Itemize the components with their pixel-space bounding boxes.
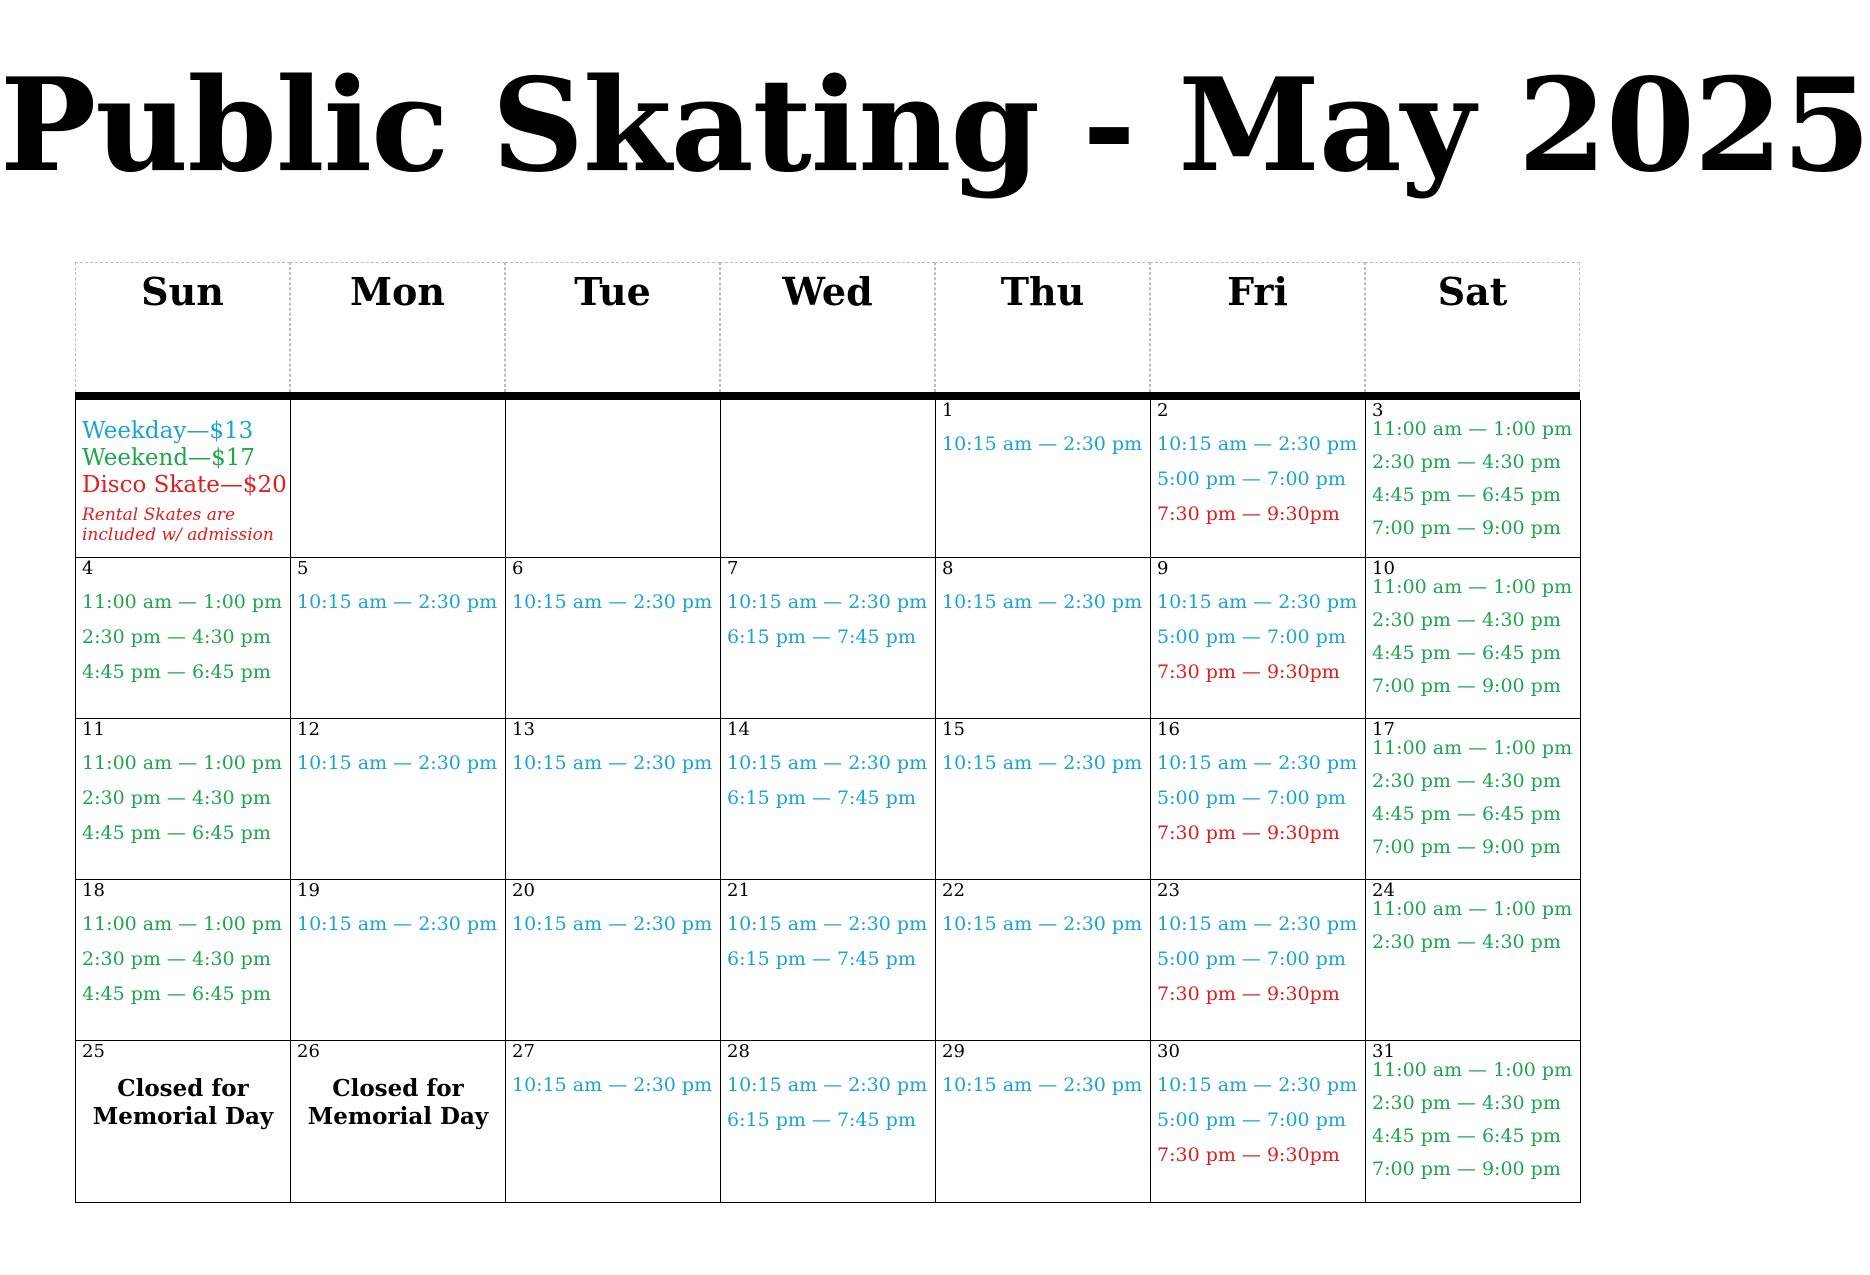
session-time-weekday: 6:15 pm — 7:45 pm bbox=[727, 626, 916, 648]
session-list bbox=[1157, 585, 1363, 690]
price-legend-cell bbox=[76, 400, 291, 558]
weekday-header-tue: Tue bbox=[505, 262, 720, 392]
session-time-disco: 7:30 pm — 9:30pm bbox=[1157, 503, 1340, 525]
session-time-weekday: 5:00 pm — 7:00 pm bbox=[1157, 948, 1346, 970]
weekday-header-wed: Wed bbox=[720, 262, 935, 392]
day-number: 19 bbox=[297, 880, 320, 901]
day-cell-20 bbox=[506, 880, 721, 1041]
session-time-weekend: 2:30 pm — 4:30 pm bbox=[1372, 451, 1561, 473]
day-number: 24 bbox=[1372, 880, 1395, 901]
day-cell-30 bbox=[1151, 1041, 1366, 1203]
day-number: 22 bbox=[942, 880, 965, 901]
day-cell-10 bbox=[1366, 558, 1581, 719]
session-list bbox=[512, 746, 718, 781]
page-title: Public Skating - May 2025 bbox=[0, 51, 1870, 201]
day-cell-13 bbox=[506, 719, 721, 880]
price-weekday: Weekday—$13 bbox=[82, 418, 254, 444]
session-list bbox=[942, 1068, 1148, 1103]
day-number: 23 bbox=[1157, 880, 1180, 901]
session-time-weekend: 2:30 pm — 4:30 pm bbox=[1372, 1092, 1561, 1114]
weekday-header-mon: Mon bbox=[290, 262, 505, 392]
day-cell-8 bbox=[936, 558, 1151, 719]
day-cell-14 bbox=[721, 719, 936, 880]
day-cell-23 bbox=[1151, 880, 1366, 1041]
session-list bbox=[82, 746, 288, 851]
session-time-weekday: 10:15 am — 2:30 pm bbox=[1157, 591, 1358, 613]
session-list bbox=[1157, 907, 1363, 1012]
day-number: 16 bbox=[1157, 719, 1180, 740]
day-number: 7 bbox=[727, 558, 739, 579]
session-time-weekend: 4:45 pm — 6:45 pm bbox=[1372, 642, 1561, 664]
session-time-disco: 7:30 pm — 9:30pm bbox=[1157, 822, 1340, 844]
day-cell-31 bbox=[1366, 1041, 1581, 1203]
session-list bbox=[1372, 413, 1578, 545]
session-list bbox=[727, 585, 933, 655]
session-time-weekday: 5:00 pm — 7:00 pm bbox=[1157, 468, 1346, 490]
session-list bbox=[297, 907, 503, 942]
day-cell-9 bbox=[1151, 558, 1366, 719]
session-time-weekend: 2:30 pm — 4:30 pm bbox=[1372, 931, 1561, 953]
rental-note-line-2: included w/ admission bbox=[82, 525, 274, 545]
day-number: 8 bbox=[942, 558, 954, 579]
session-list bbox=[942, 907, 1148, 942]
empty-day-cell bbox=[291, 400, 506, 558]
session-time-weekday: 10:15 am — 2:30 pm bbox=[512, 913, 713, 935]
session-time-weekend: 4:45 pm — 6:45 pm bbox=[1372, 1125, 1561, 1147]
day-number: 10 bbox=[1372, 558, 1395, 579]
day-number: 18 bbox=[82, 880, 105, 901]
session-list bbox=[942, 746, 1148, 781]
day-cell-27 bbox=[506, 1041, 721, 1203]
session-time-weekday: 10:15 am — 2:30 pm bbox=[297, 913, 498, 935]
calendar-grid bbox=[75, 400, 1580, 1203]
session-list bbox=[82, 907, 288, 1012]
day-cell-12 bbox=[291, 719, 506, 880]
day-number: 27 bbox=[512, 1041, 535, 1062]
weekday-header-fri: Fri bbox=[1150, 262, 1365, 392]
session-time-weekday: 10:15 am — 2:30 pm bbox=[942, 913, 1143, 935]
day-number: 28 bbox=[727, 1041, 750, 1062]
day-number: 31 bbox=[1372, 1041, 1395, 1062]
day-cell-17 bbox=[1366, 719, 1581, 880]
session-time-weekend: 4:45 pm — 6:45 pm bbox=[82, 983, 271, 1005]
session-time-disco: 7:30 pm — 9:30pm bbox=[1157, 661, 1340, 683]
calendar bbox=[75, 262, 1580, 1203]
session-time-weekday: 10:15 am — 2:30 pm bbox=[727, 1074, 928, 1096]
session-list bbox=[1372, 571, 1578, 703]
session-list bbox=[1372, 1054, 1578, 1186]
day-cell-24 bbox=[1366, 880, 1581, 1041]
session-time-weekday: 10:15 am — 2:30 pm bbox=[942, 591, 1143, 613]
session-time-weekday: 10:15 am — 2:30 pm bbox=[297, 591, 498, 613]
session-time-disco: 7:30 pm — 9:30pm bbox=[1157, 983, 1340, 1005]
session-time-weekend: 11:00 am — 1:00 pm bbox=[1372, 1059, 1573, 1081]
header-divider bbox=[75, 392, 1580, 400]
day-number: 2 bbox=[1157, 400, 1169, 421]
session-time-weekday: 5:00 pm — 7:00 pm bbox=[1157, 1109, 1346, 1131]
day-cell-15 bbox=[936, 719, 1151, 880]
session-list bbox=[1372, 732, 1578, 864]
price-weekend: Weekend—$17 bbox=[82, 445, 255, 471]
session-time-weekend: 2:30 pm — 4:30 pm bbox=[82, 626, 271, 648]
session-time-weekday: 10:15 am — 2:30 pm bbox=[727, 913, 928, 935]
session-time-weekday: 6:15 pm — 7:45 pm bbox=[727, 787, 916, 809]
day-cell-6 bbox=[506, 558, 721, 719]
empty-day-cell bbox=[506, 400, 721, 558]
session-time-weekday: 10:15 am — 2:30 pm bbox=[512, 591, 713, 613]
day-number: 9 bbox=[1157, 558, 1169, 579]
session-list bbox=[512, 1068, 718, 1103]
session-time-weekend: 11:00 am — 1:00 pm bbox=[1372, 898, 1573, 920]
session-list bbox=[297, 746, 503, 781]
day-cell-19 bbox=[291, 880, 506, 1041]
session-time-weekend: 7:00 pm — 9:00 pm bbox=[1372, 1158, 1561, 1180]
weekday-header-sun: Sun bbox=[75, 262, 290, 392]
session-list bbox=[727, 746, 933, 816]
day-cell-5 bbox=[291, 558, 506, 719]
weekday-header-sat: Sat bbox=[1365, 262, 1580, 392]
session-time-weekend: 11:00 am — 1:00 pm bbox=[82, 591, 283, 613]
session-time-weekend: 7:00 pm — 9:00 pm bbox=[1372, 836, 1561, 858]
day-number: 14 bbox=[727, 719, 750, 740]
closed-notice bbox=[76, 1075, 290, 1131]
price-legend bbox=[82, 418, 287, 545]
day-cell-25 bbox=[76, 1041, 291, 1203]
session-time-weekend: 4:45 pm — 6:45 pm bbox=[1372, 484, 1561, 506]
day-cell-26 bbox=[291, 1041, 506, 1203]
day-number: 6 bbox=[512, 558, 524, 579]
session-time-weekday: 5:00 pm — 7:00 pm bbox=[1157, 626, 1346, 648]
day-number: 15 bbox=[942, 719, 965, 740]
session-list bbox=[512, 585, 718, 620]
session-time-disco: 7:30 pm — 9:30pm bbox=[1157, 1144, 1340, 1166]
session-time-weekend: 11:00 am — 1:00 pm bbox=[1372, 737, 1573, 759]
session-time-weekend: 4:45 pm — 6:45 pm bbox=[82, 822, 271, 844]
day-cell-11 bbox=[76, 719, 291, 880]
day-number: 17 bbox=[1372, 719, 1395, 740]
day-number: 5 bbox=[297, 558, 309, 579]
session-time-weekend: 4:45 pm — 6:45 pm bbox=[82, 661, 271, 683]
session-list bbox=[727, 1068, 933, 1138]
session-time-weekday: 10:15 am — 2:30 pm bbox=[942, 433, 1143, 455]
day-number: 13 bbox=[512, 719, 535, 740]
day-number: 26 bbox=[297, 1041, 320, 1062]
session-list bbox=[1157, 746, 1363, 851]
session-list bbox=[942, 585, 1148, 620]
session-time-weekend: 2:30 pm — 4:30 pm bbox=[82, 787, 271, 809]
day-number: 30 bbox=[1157, 1041, 1180, 1062]
session-time-weekend: 11:00 am — 1:00 pm bbox=[1372, 418, 1573, 440]
day-number: 4 bbox=[82, 558, 94, 579]
price-disco: Disco Skate—$20 bbox=[82, 472, 287, 498]
day-cell-18 bbox=[76, 880, 291, 1041]
session-time-weekday: 10:15 am — 2:30 pm bbox=[942, 1074, 1143, 1096]
weekday-header-thu: Thu bbox=[935, 262, 1150, 392]
weekday-header-row bbox=[75, 262, 1580, 392]
day-number: 25 bbox=[82, 1041, 105, 1062]
session-list bbox=[1157, 427, 1363, 532]
closed-notice-line: Memorial Day bbox=[92, 1103, 274, 1130]
session-time-weekday: 10:15 am — 2:30 pm bbox=[297, 752, 498, 774]
day-cell-3 bbox=[1366, 400, 1581, 558]
session-time-weekend: 11:00 am — 1:00 pm bbox=[82, 913, 283, 935]
session-list bbox=[512, 907, 718, 942]
session-time-weekday: 5:00 pm — 7:00 pm bbox=[1157, 787, 1346, 809]
empty-day-cell bbox=[721, 400, 936, 558]
day-cell-28 bbox=[721, 1041, 936, 1203]
session-list bbox=[1372, 893, 1578, 959]
closed-notice-line: Closed for bbox=[332, 1075, 464, 1102]
day-cell-2 bbox=[1151, 400, 1366, 558]
session-time-weekday: 6:15 pm — 7:45 pm bbox=[727, 1109, 916, 1131]
session-time-weekend: 11:00 am — 1:00 pm bbox=[82, 752, 283, 774]
closed-notice bbox=[291, 1075, 505, 1131]
session-time-weekday: 10:15 am — 2:30 pm bbox=[942, 752, 1143, 774]
session-time-weekday: 10:15 am — 2:30 pm bbox=[1157, 1074, 1358, 1096]
session-time-weekend: 2:30 pm — 4:30 pm bbox=[1372, 609, 1561, 631]
day-number: 29 bbox=[942, 1041, 965, 1062]
session-list bbox=[82, 585, 288, 690]
closed-notice-line: Memorial Day bbox=[307, 1103, 489, 1130]
session-time-weekday: 10:15 am — 2:30 pm bbox=[727, 591, 928, 613]
session-list bbox=[727, 907, 933, 977]
day-cell-29 bbox=[936, 1041, 1151, 1203]
day-number: 1 bbox=[942, 400, 954, 421]
day-cell-1 bbox=[936, 400, 1151, 558]
session-time-weekday: 10:15 am — 2:30 pm bbox=[1157, 752, 1358, 774]
session-time-weekday: 10:15 am — 2:30 pm bbox=[512, 752, 713, 774]
session-time-weekend: 2:30 pm — 4:30 pm bbox=[82, 948, 271, 970]
day-cell-22 bbox=[936, 880, 1151, 1041]
day-number: 12 bbox=[297, 719, 320, 740]
day-number: 3 bbox=[1372, 400, 1384, 421]
session-time-weekday: 10:15 am — 2:30 pm bbox=[1157, 913, 1358, 935]
session-time-weekend: 2:30 pm — 4:30 pm bbox=[1372, 770, 1561, 792]
session-time-weekday: 10:15 am — 2:30 pm bbox=[727, 752, 928, 774]
session-time-weekend: 4:45 pm — 6:45 pm bbox=[1372, 803, 1561, 825]
session-time-weekend: 11:00 am — 1:00 pm bbox=[1372, 576, 1573, 598]
day-cell-21 bbox=[721, 880, 936, 1041]
session-time-weekday: 6:15 pm — 7:45 pm bbox=[727, 948, 916, 970]
day-cell-7 bbox=[721, 558, 936, 719]
rental-note-line-1: Rental Skates are bbox=[82, 505, 236, 525]
closed-notice-line: Closed for bbox=[117, 1075, 249, 1102]
session-list bbox=[297, 585, 503, 620]
session-time-weekend: 7:00 pm — 9:00 pm bbox=[1372, 517, 1561, 539]
session-time-weekday: 10:15 am — 2:30 pm bbox=[1157, 433, 1358, 455]
day-cell-4 bbox=[76, 558, 291, 719]
day-number: 21 bbox=[727, 880, 750, 901]
day-cell-16 bbox=[1151, 719, 1366, 880]
rental-note bbox=[82, 505, 287, 545]
session-time-weekday: 10:15 am — 2:30 pm bbox=[512, 1074, 713, 1096]
day-number: 20 bbox=[512, 880, 535, 901]
session-list bbox=[1157, 1068, 1363, 1173]
session-time-weekend: 7:00 pm — 9:00 pm bbox=[1372, 675, 1561, 697]
session-list bbox=[942, 427, 1148, 462]
day-number: 11 bbox=[82, 719, 105, 740]
